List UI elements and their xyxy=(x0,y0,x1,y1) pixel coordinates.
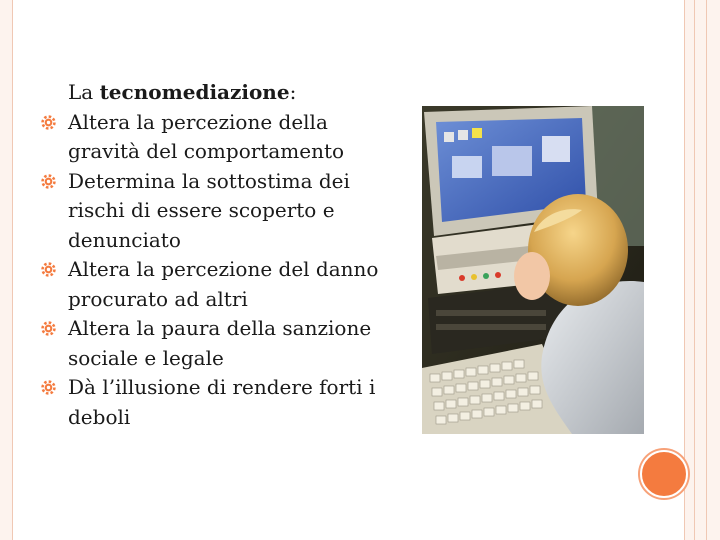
gear-bullet-icon xyxy=(40,114,57,131)
frame-line xyxy=(694,0,695,540)
photo-illustration xyxy=(422,106,644,434)
list-item: Determina la sottostima dei rischi di essere scoperto e denunciato xyxy=(40,167,380,256)
child-at-computer-photo xyxy=(422,106,644,434)
gear-bullet-icon xyxy=(40,379,57,396)
list-item: Altera la percezione della gravità del comportamento xyxy=(40,108,380,167)
decorative-circle xyxy=(640,450,688,498)
intro-keyword: tecnomediazione xyxy=(99,80,290,104)
slide-frame-left xyxy=(0,0,13,540)
slide-text xyxy=(40,78,380,432)
slide-frame-right xyxy=(684,0,720,540)
list-item: Altera la paura della sanzione sociale e legale xyxy=(40,314,380,373)
gear-bullet-icon xyxy=(40,261,57,278)
bullet-list xyxy=(40,108,380,433)
gear-bullet-icon xyxy=(40,320,57,337)
frame-line xyxy=(706,0,707,540)
gear-bullet-icon xyxy=(40,173,57,190)
intro-line: La tecnomediazione: xyxy=(68,80,297,104)
list-item: Altera la percezione del danno procurato ad altri xyxy=(40,255,380,314)
list-item: Dà l’illusione di rendere forti i deboli xyxy=(40,373,380,432)
